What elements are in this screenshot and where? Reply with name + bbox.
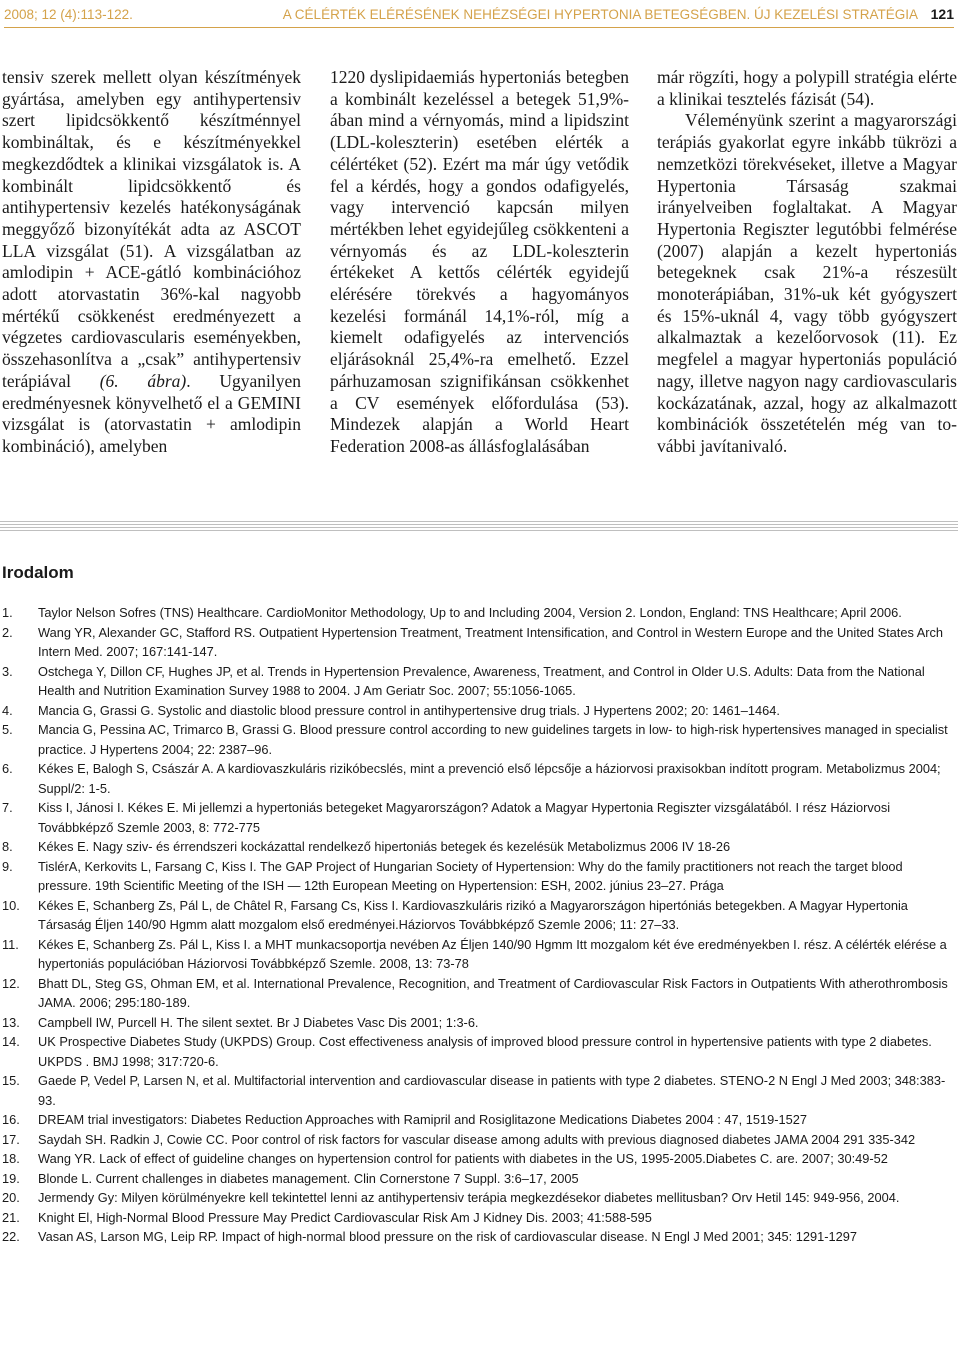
reference-number: 20. [2, 1190, 20, 1205]
reference-text: Vasan AS, Larson MG, Leip RP. Impact of high-normal blood pressure on the risk of cardiovascular disease. N Engl J Med 2001; 345: 1291-1297 [38, 1229, 857, 1244]
reference-item [0, 701, 960, 721]
body-column-2 [330, 67, 629, 458]
reference-text: Saydah SH. Radkin J, Cowie CC. Poor control of risk factors for vascular disease among adults with previous diagnosed diabetes JAMA 2004 291 335-342 [38, 1131, 916, 1147]
reference-number: 9. [2, 858, 13, 874]
reference-number: 5. [2, 722, 13, 737]
references-heading: Irodalom [2, 563, 74, 582]
reference-text: DREAM trial investigators: Diabetes Reduction Approaches with Ramipril and Rosiglitazone Medications Diabetes 2004 : 47, 1519-1527 [38, 1112, 807, 1127]
reference-item [0, 1149, 960, 1169]
reference-number: 7. [2, 800, 13, 815]
col2-paragraph: 1220 dyslipidaemiás hypertoniás betegben a kombinált kezeléssel a betegek 51,9%-ában mind a vérnyomás, mind a lipidszint (LDL-koleszterin) esetében elérték a célértéket (52). Ezért ma már úgy vetődik fel a kérdés, hogy a gondos odafigyelés, vagy intervenció kapcsán milyen mértékben lehet egyidejűleg csökkenteni a vérnyomás és az LDL-koleszterin értékeket A kettős célérték egyidejű elérésére törekvés a hagyományos kezelési formánál 14,1%-ról, míg a kiemelt odafigyelés az intervenciós eljárásoknál 25,4%-ra emelhető. Ezzel párhuzamosan szignifikánsan csökkenhet a CV események előfordulása (53). Mindezek alapján a World Heart Federation 2008-as állásfoglalásában [330, 67, 629, 456]
reference-text: UK Prospective Diabetes Study (UKPDS) Group. Cost effectiveness analysis of improved blood pressure control in hypertensive patients with type 2 diabetes. UKPDS . BMJ 1998; 317:720-6. [38, 1034, 932, 1069]
section-separator [0, 521, 958, 531]
reference-text: Mancia G, Grassi G. Systolic and diastolic blood pressure control in antihypertensive drug trials. J Hypertens 2002; 20: 1461–1464. [38, 702, 780, 718]
reference-text: Kékes E, Schanberg Zs. Pál L, Kiss I. a MHT munkacsoportja nevében Az Éljen 140/90 Hgmm Itt mozgalom két éve eredményekben I. rész. A célérték elérése a hypertoniás populációban Háziorvosi Továbbképző Szemle. 2008, 13: 73-78 [38, 936, 947, 971]
reference-item [0, 1169, 960, 1189]
reference-text: Blonde L. Current challenges in diabetes management. Clin Cornerstone 7 Suppl. 3:6–17, 2005 [38, 1170, 579, 1186]
running-header [4, 4, 954, 28]
reference-item [0, 759, 960, 798]
reference-number: 11. [2, 936, 19, 952]
reference-item [0, 1188, 960, 1208]
reference-text: Bhatt DL, Steg GS, Ohman EM, et al. International Prevalence, Recognition, and Treatment of Cardiovascular Risk Factors in Outpatients With atherothrombosis JAMA. 2006; 295:180-189. [38, 975, 948, 1010]
reference-number: 21. [2, 1209, 20, 1225]
article-running-title: A CÉLÉRTÉK ELÉRÉSÉNEK NEHÉZSÉGEI HYPERTONIA BETEGSÉGBEN. ÚJ KEZELÉSI STRATÉGIA [282, 7, 918, 22]
reference-text: Kékes E, Balogh S, Császár A. A kardiovaszkuláris rizikóbecslés, mint a prevenció első lépcsője a háziorvosi praxisokban indított program. Metabolizmus 2004; Suppl/2: 1-5. [38, 761, 941, 796]
reference-item [0, 896, 960, 935]
reference-number: 19. [2, 1170, 20, 1186]
reference-number: 22. [2, 1229, 20, 1244]
body-column-1 [2, 67, 301, 458]
reference-number: 4. [2, 702, 13, 718]
references-list [0, 603, 960, 1247]
reference-item [0, 1032, 960, 1071]
reference-item [0, 935, 960, 974]
reference-text: Wang YR. Lack of effect of guideline changes on hypertension control for patients with diabetes in the US, 1995-2005.Diabetes C. are. 2007; 30:49-52 [38, 1151, 888, 1166]
reference-number: 14. [2, 1034, 20, 1049]
reference-number: 3. [2, 663, 13, 679]
reference-number: 12. [2, 975, 20, 991]
reference-number: 16. [2, 1112, 20, 1127]
reference-item [0, 1071, 960, 1110]
reference-text: Gaede P, Vedel P, Larsen N, et al. Multifactorial intervention and cardiovascular disease in patients with type 2 diabetes. STENO-2 N Engl J Med 2003; 348:383-93. [38, 1073, 946, 1108]
reference-item [0, 623, 960, 662]
reference-item [0, 1130, 960, 1150]
reference-number: 2. [2, 624, 13, 640]
reference-text: Jermendy Gy: Milyen körülményekre kell tekintettel lenni az antihypertensiv terápia megkezdésekor diabetes mellitusban? Orv Hetil 145: 949-956, 2004. [38, 1190, 900, 1205]
reference-number: 17. [2, 1131, 20, 1147]
reference-item [0, 1110, 960, 1130]
reference-number: 8. [2, 839, 13, 854]
reference-item [0, 720, 960, 759]
col3-paragraph-2: Véleményünk szerint a magyarországi terápiás gyakorlat egyre inkább tükrözi a nemzetközi törekvéseket, illetve a Magyar Hypertonia Társaság szakmai irányelveiben foglaltakat. A Magyar Hypertonia Regiszter legutóbbi felmérése (2007) alapján a kezelt hypertoniás betegeknek csak 21%-a részesült monoterápiában, 31%-uk két gyógyszert és 15%-uknál 4, vagy több gyógyszert alkalmaztak a kezelőorvosok (11). Ez megfelel a magyar hypertoniás populáció nagy, illetve nagyon nagy cardiovascularis kockázatának, azzal, hogy az alkalmazott kombinációk összetételén még van további javítanivaló. [657, 110, 957, 456]
col3-paragraph-1: már rögzíti, hogy a polypill stratégia elérte a klinikai tesztelés fázisát (54). [657, 67, 957, 109]
reference-text: Mancia G, Pessina AC, Trimarco B, Grassi G. Blood pressure control according to new guidelines targets in low- to high-risk hypertensives managed in specialist practice. J Hypertens 2004; 22: 2387–96. [38, 722, 948, 757]
reference-text: Kékes E, Schanberg Zs, Pál L, de Châtel R, Farsang Cs, Kiss I. Kardiovaszkuláris rizikó a Magyarországon hipertóniás betegekben. A Magyar Hypertonia Társaság Éljen 140/90 Hgmm alatt mozgalom első eredményei.Háziorvos Továbbképző Szemle 2006; 11: 27–33. [38, 897, 908, 932]
journal-citation: 2008; 12 (4):113-122. [4, 7, 133, 22]
reference-item [0, 857, 960, 896]
reference-item [0, 1227, 960, 1247]
reference-item [0, 974, 960, 1013]
reference-text: Knight El, High-Normal Blood Pressure May Predict Cardiovascular Risk Am J Kidney Dis. 2003; 41:588-595 [38, 1209, 652, 1225]
reference-number: 6. [2, 761, 13, 776]
reference-number: 1. [2, 605, 13, 620]
reference-item [0, 837, 960, 857]
reference-item [0, 1013, 960, 1033]
col1-paragraph: tensiv szerek mellett olyan készítmények gyártása, amelyben egy antihypertensiv szert lipidcsökkentő készítménnyel kombináltak, és e készítményekkel megkezdődtek a klinikai vizsgálatok is. A kombinált lipidcsökkentő és antihypertensiv kezelés hatékonyságának meggyőző bizonyítékát adta az ASCOT LLA vizsgálat (51). A vizsgálatban az amlodipin + ACE-gátló kombinációhoz adott atorvastatin 36%-kal nagyobb mértékű csökkenést eredményezett a végzetes cardiovascularis eseményekben, összehasonlítva a „csak” antihypertensiv terápiával (6. ábra). Ugyanilyen eredményesnek könyvelhető el a GEMINI vizsgálat is (atorvastatin + amlodipin kombináció), amelyben [2, 67, 302, 456]
reference-text: Taylor Nelson Sofres (TNS) Healthcare. CardioMonitor Methodology, Up to and Including 2004, Version 2. London, England: TNS Healthcare; April 2006. [38, 605, 902, 620]
reference-text: Kékes E. Nagy sziv- és érrendszeri kockázattal rendelkező hipertoniás betegek és kezelésük Metabolizmus 2006 IV 18-26 [38, 839, 731, 854]
reference-number: 18. [2, 1151, 20, 1166]
reference-text: TislérA, Kerkovits L, Farsang C, Kiss I. The GAP Project of Hungarian Society of Hypertension: Why do the family practitioners not reach the target blood pressure. 19th Scientific Meeting of the ISH — 12th European Meeting on Hypertension: ESH, 2002. június 23–27. Prága [38, 858, 903, 893]
header-rule [4, 27, 954, 28]
reference-text: Kiss I, Jánosi I. Kékes E. Mi jellemzi a hypertoniás betegeket Magyarországon? Adatok a Magyar Hypertonia Regiszter vizsgálatából. I rész Háziorvosi Továbbképző Szemle 2003, 8: 772-775 [38, 800, 891, 835]
reference-item [0, 603, 960, 623]
reference-item [0, 1208, 960, 1228]
reference-number: 13. [2, 1014, 20, 1030]
page-number: 121 [930, 6, 954, 22]
body-column-3 [657, 67, 957, 458]
reference-number: 10. [2, 897, 20, 913]
reference-text: Ostchega Y, Dillon CF, Hughes JP, et al. Trends in Hypertension Prevalence, Awareness, Treatment, and Control in Older U.S. Adults: Data from the National Health and Nutrition Examination Survey 1988 to 2004. J Am Geriatr Soc. 2007; 55:1056-1065. [38, 663, 925, 698]
reference-item [0, 662, 960, 701]
reference-number: 15. [2, 1073, 20, 1088]
reference-text: Campbell IW, Purcell H. The silent sextet. Br J Diabetes Vasc Dis 2001; 1:3-6. [38, 1014, 479, 1030]
reference-item [0, 798, 960, 837]
reference-text: Wang YR, Alexander GC, Stafford RS. Outpatient Hypertension Treatment, Treatment Intensification, and Control in Western Europe and the United States Arch Intern Med. 2007; 167:141-147. [38, 624, 944, 659]
